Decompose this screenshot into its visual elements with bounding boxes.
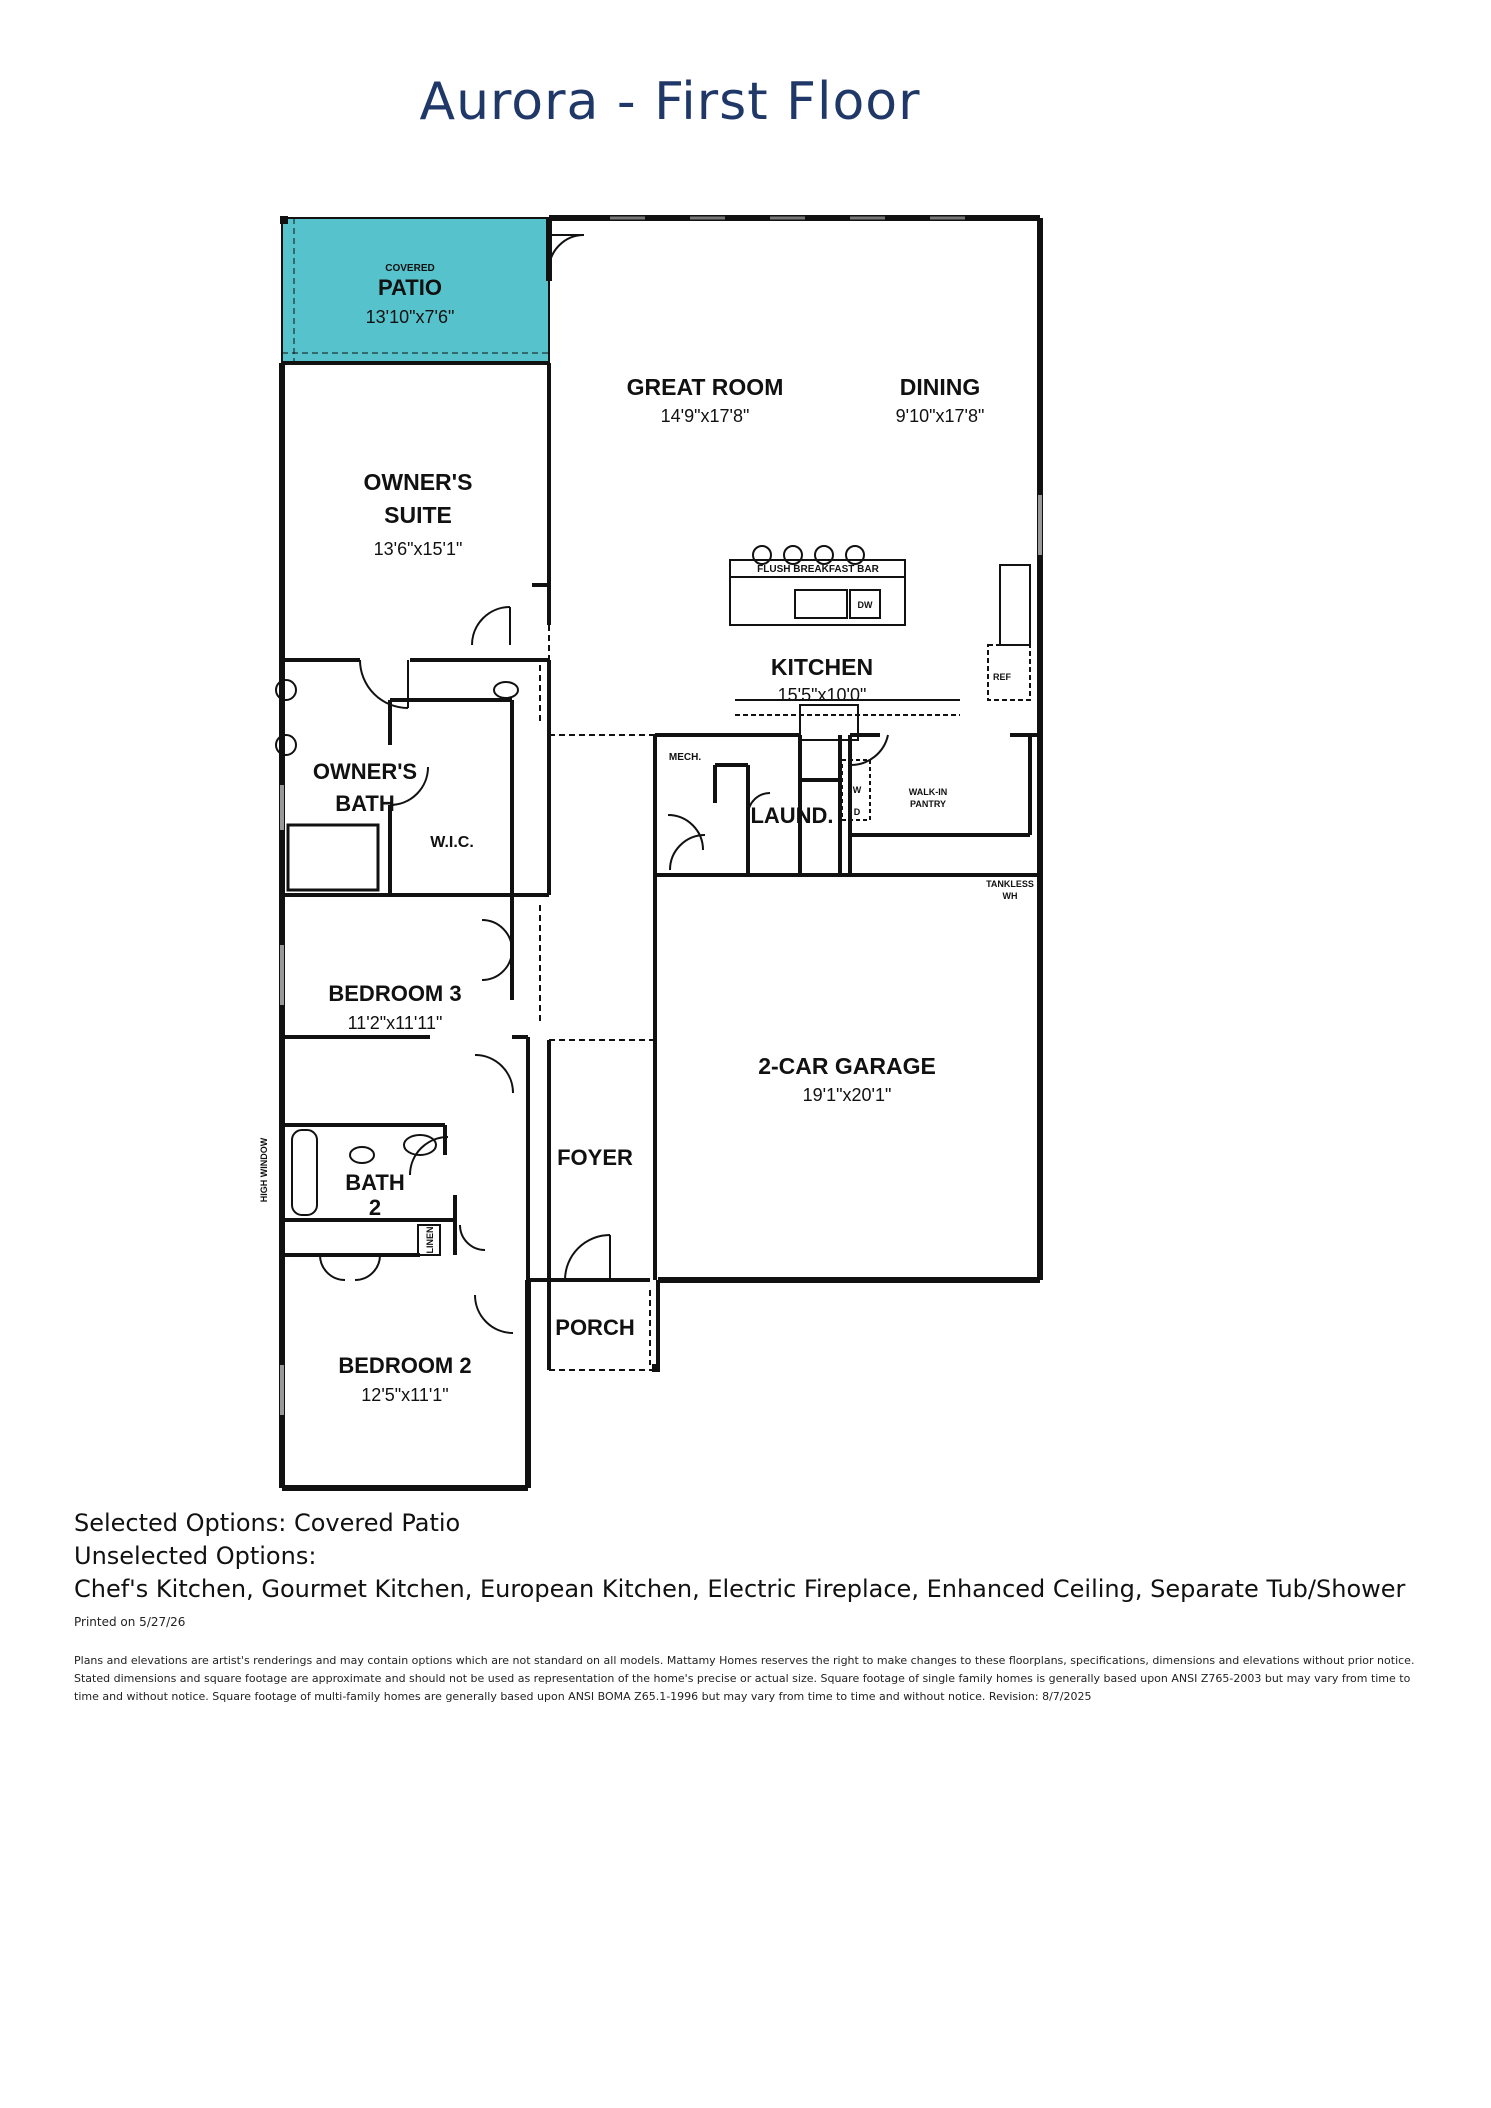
high-window-label: HIGH WINDOW	[259, 1137, 269, 1203]
dryer-label: D	[853, 807, 861, 817]
disclaimer: Plans and elevations are artist's renderings and may contain options which are not standard on all models. Mattamy Homes reserves the right to make changes to these floorplans, specifications, dimensions and elevations without prior notice. Stated dimensions and square footage are approximate and should not be used as representation of the home's precise or actual size. Square footage of single family homes is generally based upon ANSI Z765-2003 but may vary from time to time and without notice. Square footage of multi-family homes are generally based upon ANSI BOMA Z65.1-1996 but may vary from time to time and without notice. Revision: 8/7/2025	[74, 1654, 1415, 1703]
floor-plan	[259, 205, 1050, 1515]
pantry-label-2: PANTRY	[910, 799, 946, 809]
great-room-dimensions: 14'9"x17'8"	[660, 406, 750, 426]
patio-label: PATIO	[378, 275, 442, 300]
owners-suite-dimensions: 13'6"x15'1"	[373, 539, 463, 559]
selected-options: Selected Options: Covered Patio	[74, 1509, 461, 1537]
great-room-label: GREAT ROOM	[626, 374, 784, 400]
garage-label: 2-CAR GARAGE	[758, 1053, 936, 1079]
unselected-options-list: Chef's Kitchen, Gourmet Kitchen, European Kitchen, Electric Fireplace, Enhanced Ceiling, Separate Tub/Shower	[74, 1575, 1406, 1603]
tankless-wh-label-2: WH	[1002, 891, 1018, 901]
foyer-label: FOYER	[557, 1145, 633, 1170]
garage-dimensions: 19'1"x20'1"	[802, 1085, 892, 1105]
washer-label: W	[852, 785, 862, 795]
owners-bath-label-2: BATH	[335, 791, 395, 816]
bedroom-2-dimensions: 12'5"x11'1"	[361, 1385, 449, 1405]
options-section	[74, 1507, 1405, 1606]
dishwasher-label: DW	[857, 600, 873, 610]
walk-in-closet-label: W.I.C.	[430, 834, 474, 851]
patio-covered-label: COVERED	[385, 263, 435, 274]
linen-label: LINEN	[425, 1226, 435, 1254]
fridge-label: REF	[993, 672, 1011, 682]
tankless-wh-label-1: TANKLESS	[986, 879, 1034, 889]
breakfast-bar-label: FLUSH BREAKFAST BAR	[757, 564, 879, 575]
owners-suite-label-1: OWNER'S	[363, 469, 473, 495]
porch-label: PORCH	[555, 1315, 635, 1340]
kitchen-dimensions: 15'5"x10'0"	[777, 685, 867, 705]
unselected-options-label: Unselected Options:	[74, 1542, 317, 1570]
printed-date: Printed on 5/27/26	[74, 1615, 186, 1629]
bedroom-2-label: BEDROOM 2	[338, 1353, 472, 1378]
bedroom-3-label: BEDROOM 3	[328, 981, 462, 1006]
mechanical-label: MECH.	[668, 752, 702, 763]
owners-suite-label-2: SUITE	[384, 502, 452, 528]
bedroom-3-dimensions: 11'2"x11'11"	[347, 1013, 443, 1033]
kitchen-label: KITCHEN	[770, 654, 874, 680]
page-title: Aurora - First Floor	[419, 72, 921, 132]
patio-dimensions: 13'10"x7'6"	[365, 307, 455, 327]
dining-label: DINING	[899, 374, 981, 400]
dashed-openings	[540, 585, 658, 1370]
owners-bath-label-1: OWNER'S	[312, 759, 418, 784]
pantry-label-1: WALK-IN	[908, 787, 948, 797]
laundry-label: LAUND.	[750, 803, 834, 828]
bath-2-label-2: 2	[368, 1195, 382, 1220]
dining-dimensions: 9'10"x17'8"	[895, 406, 985, 426]
bath-2-label-1: BATH	[345, 1170, 405, 1195]
